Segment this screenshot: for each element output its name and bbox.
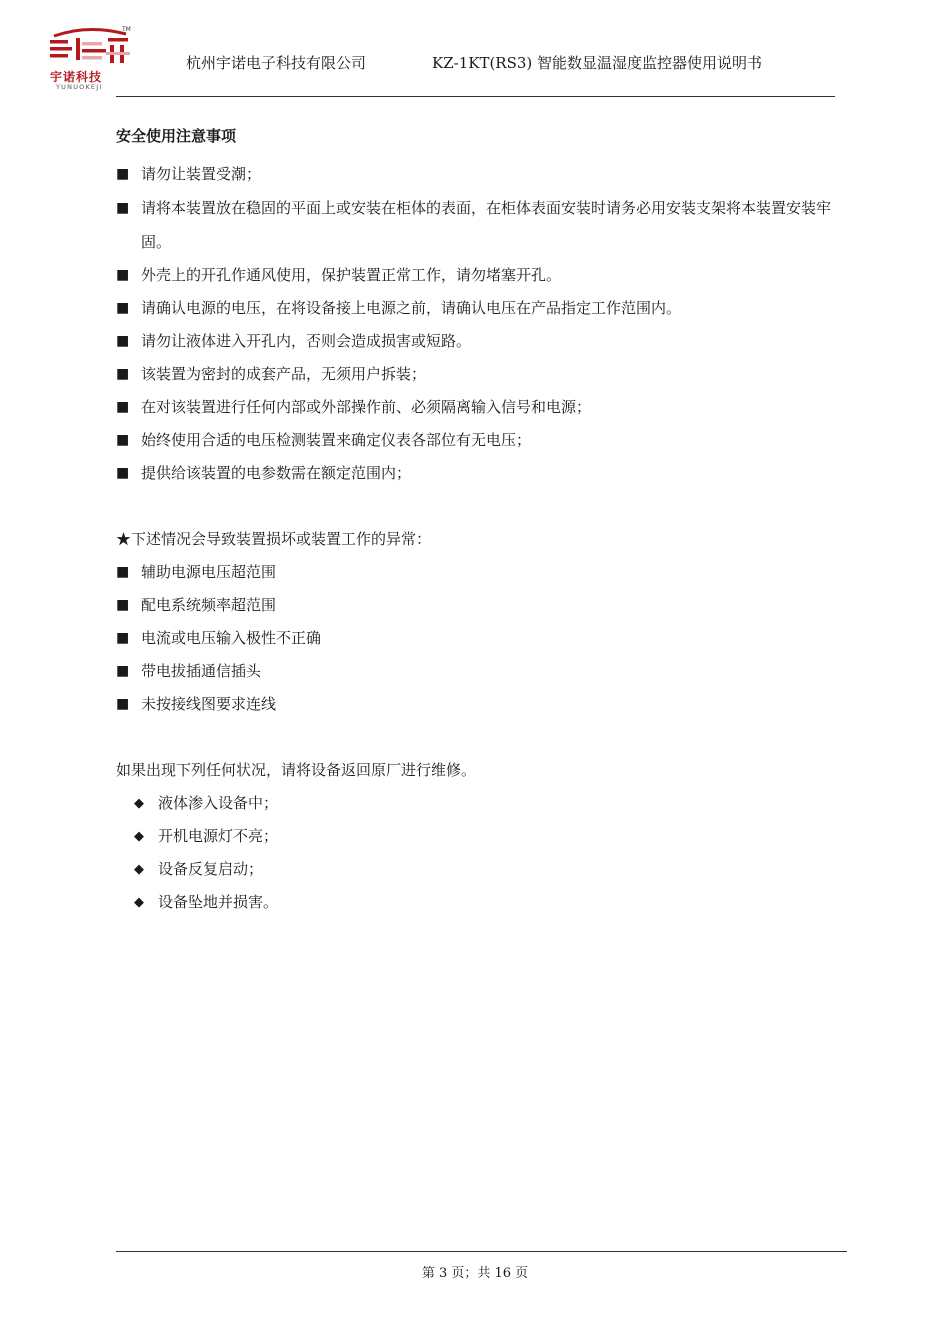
footer-divider	[116, 1251, 847, 1252]
list-item-text: 电流或电压输入极性不正确	[141, 629, 322, 647]
repair-intro: 如果出现下列任何状况，请将设备返回原厂进行维修。	[116, 761, 477, 779]
list-item-text: 配电系统频率超范围	[141, 596, 277, 614]
safety-item	[116, 424, 838, 457]
abnormal-item	[116, 589, 838, 622]
logo-text-en: YUNUOKEJI	[56, 83, 103, 91]
list-item-text: 开机电源灯不亮；	[158, 827, 279, 845]
abnormal-item	[116, 688, 838, 721]
square-bullet-icon: ■	[116, 200, 130, 216]
abnormal-item	[116, 655, 838, 688]
company-logo	[44, 26, 134, 92]
abnormal-item	[116, 622, 838, 655]
abnormal-item	[116, 556, 838, 589]
square-bullet-icon: ■	[116, 432, 130, 448]
repair-item	[134, 853, 838, 886]
list-item-text: 设备坠地并损害。	[158, 893, 279, 911]
list-item-text: 始终使用合适的电压检测装置来确定仪表各部位有无电压；	[141, 431, 532, 449]
safety-item	[116, 292, 838, 325]
repair-list	[134, 787, 838, 919]
list-item-text: 设备反复启动；	[158, 860, 264, 878]
safety-item	[116, 191, 838, 259]
repair-item	[134, 820, 838, 853]
list-item-text: 液体渗入设备中；	[158, 794, 279, 812]
square-bullet-icon: ■	[116, 564, 130, 580]
list-item-text: 该装置为密封的成套产品，无须用户拆装；	[141, 365, 427, 383]
logo-trademark: TM	[122, 26, 131, 33]
document-title: KZ-1KT(RS3) 智能数显温湿度监控器使用说明书	[432, 54, 763, 72]
safety-item	[116, 325, 838, 358]
list-item-text: 外壳上的开孔作通风使用，保护装置正常工作，请勿堵塞开孔。	[141, 266, 562, 284]
repair-item	[134, 886, 838, 919]
list-item-text: 请确认电源的电压，在将设备接上电源之前，请确认电压在产品指定工作范围内。	[141, 299, 682, 317]
list-item-text: 请勿让液体进入开孔内，否则会造成损害或短路。	[141, 332, 472, 350]
list-item-text: 未按接线图要求连线	[141, 695, 277, 713]
list-item-text: 在对该装置进行任何内部或外部操作前、必须隔离输入信号和电源；	[141, 398, 592, 416]
safety-item	[116, 358, 838, 391]
page-header	[0, 0, 950, 100]
spacer	[116, 490, 838, 523]
square-bullet-icon: ■	[116, 597, 130, 613]
square-bullet-icon: ■	[116, 399, 130, 415]
repair-item	[134, 787, 838, 820]
page-content	[116, 125, 838, 919]
spacer	[116, 721, 838, 754]
page-footer	[0, 1262, 950, 1281]
diamond-bullet-icon: ◆	[134, 796, 144, 811]
list-item-text: 辅助电源电压超范围	[141, 563, 277, 581]
list-item-text: 提供给该装置的电参数需在额定范围内；	[141, 464, 412, 482]
square-bullet-icon: ■	[116, 267, 130, 283]
safety-heading: 安全使用注意事项	[116, 127, 237, 145]
square-bullet-icon: ■	[116, 630, 130, 646]
square-bullet-icon: ■	[116, 465, 130, 481]
abnormal-intro: ★下述情况会导致装置损坏或装置工作的异常：	[116, 530, 432, 548]
header-divider	[116, 96, 835, 97]
diamond-bullet-icon: ◆	[134, 829, 144, 844]
square-bullet-icon: ■	[116, 663, 130, 679]
safety-list	[116, 158, 838, 490]
list-item-text: 请将本装置放在稳固的平面上或安装在柜体的表面，在柜体表面安装时请务必用安装支架将本装置安装牢固。	[141, 199, 832, 251]
square-bullet-icon: ■	[116, 333, 130, 349]
abnormal-list	[116, 556, 838, 721]
square-bullet-icon: ■	[116, 366, 130, 382]
page-number: 第 3 页；共 16 页	[421, 1266, 529, 1281]
square-bullet-icon: ■	[116, 166, 130, 182]
diamond-bullet-icon: ◆	[134, 895, 144, 910]
logo-text-cn: 宇诺科技	[50, 70, 103, 84]
list-item-text: 请勿让装置受潮；	[141, 165, 262, 183]
square-bullet-icon: ■	[116, 696, 130, 712]
company-name: 杭州宇诺电子科技有限公司	[186, 54, 367, 72]
square-bullet-icon: ■	[116, 300, 130, 316]
safety-item	[116, 391, 838, 424]
safety-item	[116, 457, 838, 490]
yunuo-logo-icon	[44, 26, 134, 70]
safety-item	[116, 158, 838, 191]
list-item-text: 带电拔插通信插头	[141, 662, 262, 680]
safety-item	[116, 259, 838, 292]
diamond-bullet-icon: ◆	[134, 862, 144, 877]
